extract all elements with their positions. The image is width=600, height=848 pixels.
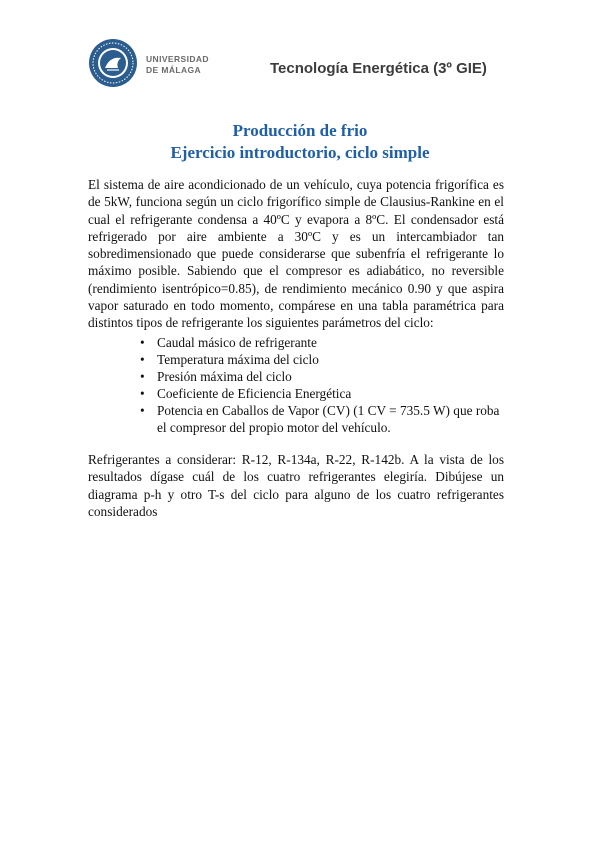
- university-name-line1: UNIVERSIDAD: [146, 54, 209, 64]
- list-item-text: Caudal másico de refrigerante: [157, 335, 317, 350]
- course-title: Tecnología Energética (3º GIE): [270, 60, 487, 77]
- refrigerants-paragraph: Refrigerantes a considerar: R-12, R-134a, R-22, R-142b. A la vista de los resultados dígase cuál de los cuatro refrigerantes elegiría. Dibújese un diagrama p-h y otro T-s del ciclo para alguno de los cuatro refrigerantes considerados: [88, 452, 504, 519]
- list-item-text: Presión máxima del ciclo: [157, 369, 292, 384]
- list-item-text: Potencia en Caballos de Vapor (CV) (1 CV = 735.5 W) que roba el compresor del propio motor del vehículo.: [157, 403, 500, 435]
- page-header: [88, 38, 518, 88]
- title-line1: Producción de frio: [232, 121, 368, 140]
- university-name: [146, 54, 209, 76]
- list-item: [140, 402, 510, 436]
- list-item: [140, 334, 510, 351]
- bullet-icon: •: [140, 369, 145, 384]
- university-seal-icon: [88, 38, 138, 88]
- list-item: [140, 385, 510, 402]
- bullet-icon: •: [140, 335, 145, 350]
- university-name-line2: DE MÁLAGA: [146, 65, 202, 75]
- bullet-icon: •: [140, 352, 145, 367]
- parameters-list: [140, 334, 510, 436]
- list-item: [140, 351, 510, 368]
- list-item-text: Temperatura máxima del ciclo: [157, 352, 319, 367]
- document-title: [0, 120, 600, 164]
- bullet-icon: •: [140, 386, 145, 401]
- title-line2: Ejercicio introductorio, ciclo simple: [170, 143, 430, 162]
- list-item-text: Coeficiente de Eficiencia Energética: [157, 386, 352, 401]
- list-item: [140, 368, 510, 385]
- problem-statement-paragraph: El sistema de aire acondicionado de un vehículo, cuya potencia frigorífica es de 5kW, funciona según un ciclo frigorífico simple de Clausius-Rankine en el cual el refrigerante condensa a 40ºC y evapora a 8ºC. El condensador está refrigerado por aire ambiente a 30ºC y es un intercambiador tan sobredimensionado que puede considerarse que subenfría el refrigerante lo máximo posible. Sabiendo que el compresor es adiabático, no reversible (rendimiento isentrópico=0.85), de rendimiento mecánico 0.90 y que aspira vapor saturado en todo momento, compárese en una tabla paramétrica para distintos tipos de refrigerante los siguientes parámetros del ciclo:: [88, 177, 504, 331]
- bullet-icon: •: [140, 403, 145, 418]
